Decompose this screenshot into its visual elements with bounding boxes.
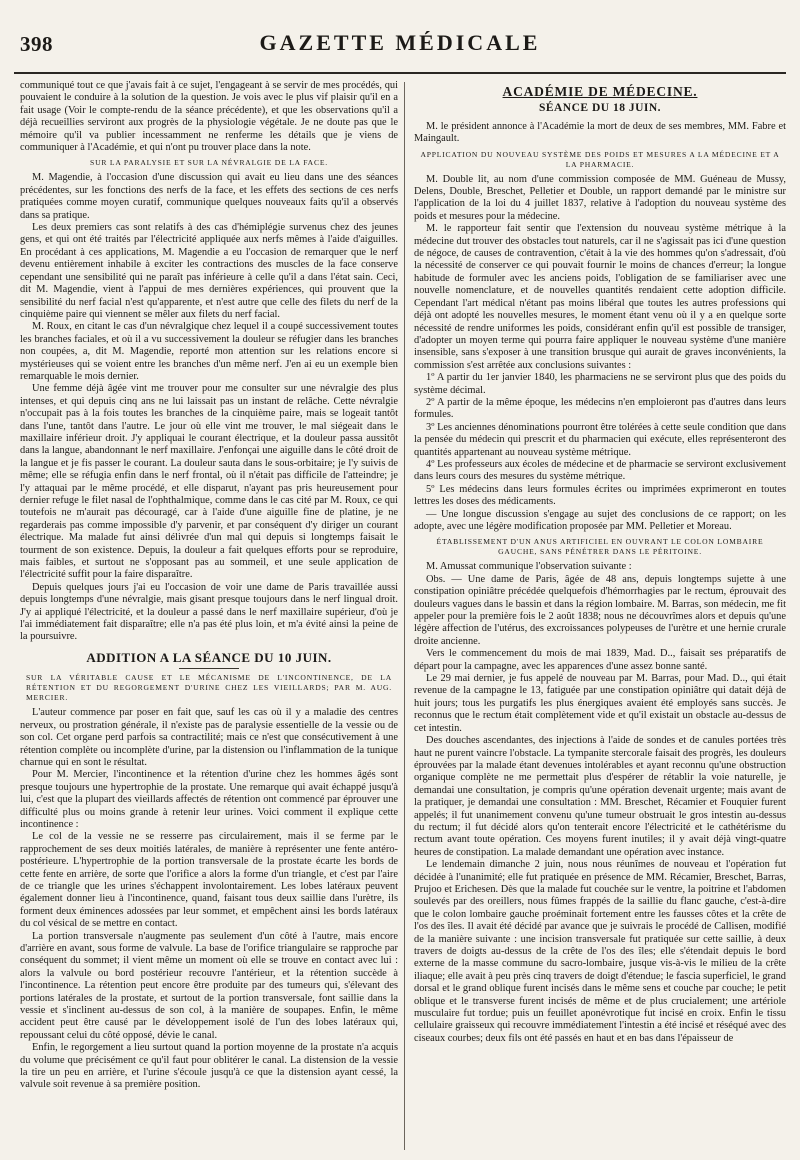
- academy-title: ACADÉMIE DE MÉDECINE.: [502, 84, 698, 99]
- paragraph: — Une longue discussion s'engage au sujet des conclusions de ce rapport; on les adopte, avec une légère modification proposée par MM. Pelletier et Moreau.: [414, 508, 786, 532]
- conclusion-item: 1º A partir du 1er janvier 1840, les pharmaciens ne se serviront plus que des poids du système décimal.: [414, 372, 786, 396]
- paragraph: M. Magendie, à l'occasion d'une discussion qui avait eu lieu dans une des séances précédentes, sur les fonctions des nerfs de la face, et les effets des sections de ces nerfs pratiquées comme moyen curatif, communique quelques nouveaux faits qu'il a observés dans sa pratique.: [20, 172, 398, 221]
- paragraph: Une femme déjà âgée vint me trouver pour me consulter sur une névralgie des plus intenses, et qui depuis cinq ans ne lui laissait pas un instant de relâche. Cette névralgie n'occupait pas à la fois toutes les branches de la cinquième paire, mais se logeait tantôt dans l'une, tantôt dans l'autre. Le jour où elle vint me trouver, le mal siégeait dans le maxillaire inférieur droit. J'y appliquai le courant électrique, et la douleur passa aussitôt dans la langue, abandonnant le nerf maxillaire. J'enfonçai une aiguille dans le côté droit de la langue et je fis passer le courant. La douleur sauta dans le sous-orbitaire; je l'y suivis de même; elle se réfugia enfin dans le nerf frontal, où il n'était pas difficile de l'atteindre; je l'y attaquai par le même procédé, et elle disparut, n'ayant pas pris heureusement pour dernier refuge le filet nasal de l'ophthalmique, comme dans le cas cité par M. Roux, ce qui toutefois ne m'aurait pas découragé, car à l'aide d'une aiguille fine de platine, je ne regarderais pas comme impossible d'y parvenir, et par conséquent d'y diriger un courant électrique. Ma malade fut ainsi délivrée d'un mal qui depuis si longtemps faisait le tourment de son existence. Depuis, la douleur a fait quelques efforts pour se reproduire, mais faibles, et surtout ne s'opposant pas au sommeil, et une seule application de l'électricité suffit pour la faire disparaître.: [20, 383, 398, 581]
- section-heading: APPLICATION DU NOUVEAU SYSTÈME DES POIDS ET MESURES A LA MÉDECINE ET A LA PHARMACIE.: [420, 149, 780, 169]
- section-heading: SUR LA PARALYSIE ET SUR LA NÉVRALGIE DE LA FACE.: [90, 158, 328, 168]
- journal-title: GAZETTE MÉDICALE: [259, 30, 541, 55]
- paragraph: L'auteur commence par poser en fait que, sauf les cas où il y a maladie des centres nerveux, ou prostration générale, il n'existe pas de paralysie essentielle de la vessie ou de son col. Cet organe perd parfois sa contractilité; mais ce n'est que consécutivement à une rétention complète ou incomplète d'urine, par la distension ou l'inflammation de la tunique charnue qui en sont le résultat.: [20, 707, 398, 768]
- conclusion-item: 2º A partir de la même époque, les médecins n'en emploieront pas d'autres dans leurs formules.: [414, 396, 786, 421]
- conclusion-item: 4º Les professeurs aux écoles de médecine et de pharmacie se serviront exclusivement dans leurs cours des mesures du système métrique.: [414, 458, 786, 483]
- conclusion-item: 5º Les médecins dans leurs formules écrites ou imprimées exprimeront en toutes lettres les doses des médicaments.: [414, 483, 786, 508]
- paragraph: Vers le commencement du mois de mai 1839, Mad. D.., faisait ses préparatifs de départ pour la campagne, avec les apparences d'une assez bonne santé.: [414, 648, 786, 672]
- paragraph: Le col de la vessie ne se resserre pas circulairement, mais il se ferme par le rapprochement de ses deux moitiés latérales, de manière à représenter une fente antéro-postérieure. L'hypertrophie de la portion transversale de la prostate écarte les bords de cette fente en arrière, de sorte que l'orifice a alors la forme d'un triangle, et c'est par l'aire de ce triangle que les urines s'échappent involontairement. Les lobes latéraux peuvent également donner lieu à l'incontinence, quand, faisant tous deux saillie dans l'urètre, ils forment deux éminences adossées par leur sommet, et empêchent ainsi les bords latéraux du col vésical de se mettre en contact.: [20, 831, 398, 930]
- paragraph: Le lendemain dimanche 2 juin, nous nous réunîmes de nouveau et l'opération fut décidée à l'unanimité; elle fut pratiquée en présence de MM. Récamier, Breschet, Barras, Prujoo et Erichesen. Dès que la malade fut couchée sur le ventre, la poitrine et l'abdomen soulevés par des oreillers, nous fûmes frappés de la saillie du flanc gauche, c'est-à-dire que le colon lombaire gauche proéminait fortement entre les fausses côtes et la crête de l'os des îles. Il avait été décidé par avance que je suivrais le procédé de Callisen, modifié de la manière suivante : une incision transversale fut pratiquée sur cette saillie, à deux travers de doigts au-dessus de la crête de l'os des îles; elle s'étendait depuis le bord externe de la masse commune du sacro-lombaire, jusque vis-à-vis le milieu de la crête iliaque; elle avait à peu près cinq travers de doigt d'étendue; le fascia superficiel, le grand dorsal et le grand oblique furent incisés dans le même sens et couche par couche; le petit oblique et le transverse furent incisés de même et de plus crucialement; une artériole musculaire fut tordue; puis un feuillet aponévrotique fut incisé en croix. Enfin le tissu cellulaire graisseux qui recouvre immédiatement l'intestin a été incisé et réséqué avec des ciseaux courbes; deux fils ont été passés en haut et en bas dans l'épaisseur de: [414, 859, 786, 1044]
- page-number: 398: [20, 32, 53, 56]
- paragraph: Des douches ascendantes, des injections à l'aide de sondes et de canules portées très haut ne purent vaincre l'obstacle. La tympanite stercorale faisait des progrès, les douleurs éprouvées par la malade étant devenues intolérables et ayant reconnu qu'une obstruction organique complète ne me permettait plus d'espérer de rétablir la voie naturelle, je demandai une consultation, je compris qu'une opération devenait urgente; mais avant de la pratiquer, je demandai une consultation : MM. Breschet, Récamier et Fouquier furent appelés; il fut unanimement convenu qu'une tumeur obstruait le gros intestin au-dessus du rectum; il fut décidé alors qu'on tenterait encore l'électricité et le cathétérisme du rectum avant toute opération. Ces moyens furent inutiles; il y avait déjà vingt-quatre heures de constipation. La malade demandant une opération avec instance.: [414, 735, 786, 858]
- paragraph: M. Amussat communique l'observation suivante :: [426, 561, 632, 573]
- paragraph: Le 29 mai dernier, je fus appelé de nouveau par M. Barras, pour Mad. D.., qui était revenue de la campagne le 13, fatiguée par une constipation opiniâtre qui datait déjà de huit jours; tous les purgatifs les plus énergiques avaient été employés sans succès. Je reconnus que le rectum était complètement vide et qu'il existait un obstacle au-dessus de cet intestin.: [414, 673, 786, 734]
- column-divider: [404, 82, 405, 1150]
- section-subheading: SUR LA VÉRITABLE CAUSE ET LE MÉCANISME DE L'INCONTINENCE, DE LA RÉTENTION ET DU REGORGEMENT D'URINE CHEZ LES VIEILLARDS; PAR M. AUG. MERCIER.: [26, 673, 392, 703]
- paragraph: M. le rapporteur fait sentir que l'extension du nouveau système métrique à la médecine dut trouver des obstacles tout naturels, car il ne s'agissait pas ici d'une question de négoce, de causes de contravention, c'était à la vie des hommes qu'on s'adressait, d'où la nécessité de conserver ce qui pouvait fournir le moins de chances d'erreur; la longue habitude de formuler avec les anciens poids, l'obligation de se familiariser avec une nouvelle nomenclature, et de nouvelles quantités rendaient cette adoption difficile. Cependant l'art médical n'étant pas moins libéral que toutes les autres professions qui déjà ont adopté les nouvelles mesures, le moment étant venu où il y a en quelque sorte nécessité de rendre uniformes les poids, considérant enfin qu'il est possible de transiger, d'adopter un moyen terme qui pourra faire appliquer le nouveau système d'une manière insensible, sans s'exposer à une transition brusque qui aurait de graves inconvénients, la commission s'est arrêtée aux conclusions suivantes :: [414, 223, 786, 371]
- right-column: [414, 80, 786, 1156]
- conclusion-item: 3º Les anciennes dénominations pourront être tolérées à cette seule condition que dans la pensée du médecin qui prescrit et du pharmacien qui exécute, elles représenteront des quantités appartenant au nouveau système métrique.: [414, 421, 786, 458]
- page-header: [14, 26, 786, 66]
- paragraph: Les deux premiers cas sont relatifs à des cas d'hémiplégie survenus chez des jeunes gens, et qui ont été traités par l'électricité appliquée aux nerfs mêmes à l'aide d'aiguilles. En procédant à ces applications, M. Magendie a eu l'occasion de remarquer que le nerf devenu entièrement inhabile à exciter les contractions des muscles de la face conserve cependant une sensibilité qui ne paraît pas inférieure à celle qu'il a dans l'état sain. Ceci, dit M. Magendie, vient à l'appui de mes dernières expériences, qui prouvent que la sensibilité du nerf facial n'est qu'apparente, et n'est autre que celle des filets du nerf de la cinquième paire qui viennent se mêler aux filets du nerf facial.: [20, 222, 398, 320]
- paragraph: Pour M. Mercier, l'incontinence et la rétention d'urine chez les hommes âgés sont presque toujours une hypertrophie de la prostate. Une remarque qui avait échappé jusqu'à lui, c'est que la plupart des vieillards affectés de rétention ont commencé par éprouver une difficulté plus ou moins grande à retenir leur urines. Voici comment il explique cette incontinence :: [20, 769, 398, 830]
- section-heading: ÉTABLISSEMENT D'UN ANUS ARTIFICIEL EN OUVRANT LE COLON LOMBAIRE GAUCHE, SANS PÉNÉTRER DANS LE PÉRITOINE.: [436, 537, 764, 557]
- paragraph: M. le président annonce à l'Académie la mort de deux de ses membres, MM. Fabre et Maingault.: [414, 120, 786, 145]
- paragraph: Obs. — Une dame de Paris, âgée de 48 ans, depuis longtemps sujette à une constipation opiniâtre précédée quelquefois d'hémorrhagies par le rectum, éprouvait des douleurs vagues dans le bassin et dans la région lombaire. M. Barras, son médecin, me fit appeler pour la première fois le 2 août 1838; nous ne découvrîmes alors et depuis qu'une légère affection de l'utérus, des excroissances polypeuses de l'urètre et une hernie crurale droite ancienne.: [414, 573, 786, 647]
- left-column: [20, 80, 398, 1156]
- paragraph: communiqué tout ce que j'avais fait à ce sujet, l'engageant à se servir de mes procédés, qui pouvaient le conduire à la solution de la question. Je vois avec le plus vif plaisir qu'il en a fait usage (Voir le compte-rendu de la séance précédente), et que les observations qu'il a déjà recueillies serviront aux progrès de la physiologie végétale. Je ne doute pas que le mémoire qu'il va publier incessamment ne renferme les détails que je viens de communiquer à l'Académie, et qui n'ont pu trouver place dans la note.: [20, 80, 398, 154]
- paragraph: M. Double lit, au nom d'une commission composée de MM. Guéneau de Mussy, Delens, Double, Breschet, Pelletier et Double, un rapport demandé par le ministre sur l'application de la loi du 4 juillet 1837, relative à l'adoption du nouveau système des poids et mesures pour la médecine.: [414, 173, 786, 222]
- header-rule: [14, 72, 786, 74]
- paragraph: Depuis quelques jours j'ai eu l'occasion de voir une dame de Paris travaillée aussi depuis longtemps d'une névralgie, mais gisant presque toujours dans le nerf lingual droit. J'y ai appliqué l'électricité, et la douleur a passé dans le nerf maxillaire supérieur, d'où je l'ai immédiatement fait disparaître; elle n'a pas été plus loin, et m'a évité ainsi la peine de la poursuivre.: [20, 581, 398, 643]
- session-date: SÉANCE DU 18 JUIN.: [538, 102, 662, 115]
- divider: [179, 668, 239, 669]
- paragraph: La portion transversale n'augmente pas seulement d'un côté à l'autre, mais encore d'arrière en avant, sous forme de valvule. La base de l'orifice triangulaire se rapproche par conséquent du sommet; il vient même un moment où elle se trouve en contact avec lui : alors la valvule ou bord postérieur recouvre l'antérieur, et la rétention succède à l'incontinence. La rétention peut encore être produite par des tumeurs qui, s'élevant des portions latérales de la prostate, et surtout de la portion transversale, font saillie dans la vessie et s'inclinent au-dessus de son col, à la manière de soupapes. Enfin, le même accident peut être causé par le développement isolé de l'un des lobes latéraux qui, repoussant celui du côté opposé, dévie le canal.: [20, 930, 398, 1041]
- paragraph: M. Roux, en citant le cas d'un névralgique chez lequel il a coupé successivement toutes les branches faciales, et où il a vu successivement la douleur se réfugier dans les branches non coupées, a, dit M. Magendie, reporté mon attention sur les relations encore si mystérieuses qui se voient entre les branches d'un même nerf. J'en ai eu un exemple bien remarquable le mois dernier.: [20, 321, 398, 382]
- section-heading: ADDITION A LA SÉANCE DU 10 JUIN.: [86, 649, 332, 665]
- paragraph: Enfin, le regorgement a lieu surtout quand la portion moyenne de la prostate n'a acquis du volume que précisément ce qu'il faut pour oblitérer le canal. La distension de la vessie la tire un peu en arrière, et l'urine s'écoule jusqu'à ce que la distension ayant cessé, la valvule soit revenue à sa première position.: [20, 1042, 398, 1091]
